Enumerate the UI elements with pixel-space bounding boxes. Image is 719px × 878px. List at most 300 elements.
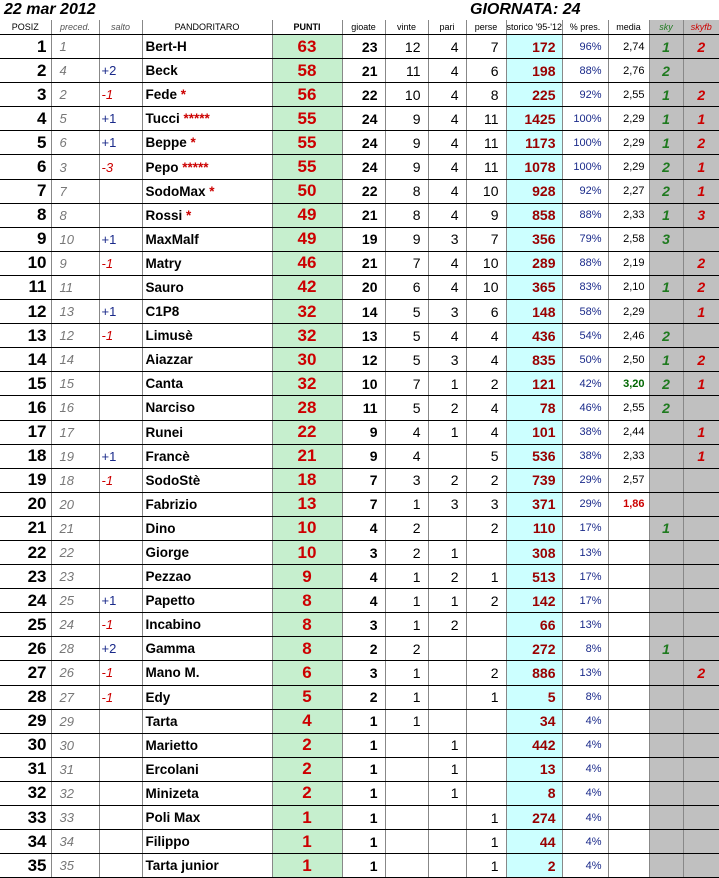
skyfb-cell: [683, 589, 719, 613]
sky-cell: 2: [649, 372, 683, 396]
presence-cell: 54%: [562, 324, 608, 348]
won-cell: 9: [385, 155, 428, 179]
sky-cell: 2: [649, 155, 683, 179]
table-row: [0, 59, 719, 83]
position-change-cell: [99, 348, 142, 372]
lost-cell: 1: [466, 685, 506, 709]
draw-cell: 3: [428, 348, 466, 372]
player-name-cell: [142, 300, 272, 324]
skyfb-cell: [683, 396, 719, 420]
points-cell: 30: [272, 348, 342, 372]
won-cell: [385, 806, 428, 830]
table-row: [0, 781, 719, 805]
average-cell: [608, 637, 649, 661]
lost-cell: [466, 757, 506, 781]
points-cell: 2: [272, 781, 342, 805]
presence-cell: 96%: [562, 35, 608, 59]
player-stars: *****: [182, 159, 209, 175]
points-cell: 10: [272, 516, 342, 540]
points-cell: 1: [272, 854, 342, 878]
skyfb-cell: 1: [683, 107, 719, 131]
sky-cell: 1: [649, 203, 683, 227]
skyfb-cell: [683, 59, 719, 83]
skyfb-cell: [683, 806, 719, 830]
history-cell: 44: [506, 830, 562, 854]
skyfb-cell: [683, 830, 719, 854]
presence-cell: 17%: [562, 565, 608, 589]
average-cell: 2,33: [608, 203, 649, 227]
position-change-cell: -1: [99, 468, 142, 492]
player-name: Incabino: [145, 617, 202, 633]
average-cell: [608, 613, 649, 637]
player-name-cell: [142, 781, 272, 805]
col-header-jump: salto: [99, 20, 142, 35]
skyfb-cell: 1: [683, 155, 719, 179]
position-change-cell: +1: [99, 300, 142, 324]
player-name-cell: [142, 685, 272, 709]
col-header-hist: storico '95-'12: [506, 20, 562, 35]
previous-position-cell: 34: [51, 830, 99, 854]
lost-cell: 10: [466, 275, 506, 299]
player-name: Matry: [145, 255, 182, 271]
sky-cell: [649, 661, 683, 685]
presence-cell: 17%: [562, 589, 608, 613]
draw-cell: 1: [428, 733, 466, 757]
lost-cell: 2: [466, 661, 506, 685]
points-cell: 5: [272, 685, 342, 709]
position-cell: 7: [0, 179, 51, 203]
sky-cell: 1: [649, 35, 683, 59]
presence-cell: 13%: [562, 540, 608, 564]
points-cell: 9: [272, 565, 342, 589]
position-change-cell: +1: [99, 444, 142, 468]
skyfb-cell: 1: [683, 300, 719, 324]
average-cell: [608, 589, 649, 613]
player-name: Aiazzar: [145, 352, 193, 368]
sky-cell: 2: [649, 59, 683, 83]
points-cell: 49: [272, 203, 342, 227]
player-name-cell: [142, 420, 272, 444]
position-change-cell: +2: [99, 59, 142, 83]
skyfb-cell: [683, 613, 719, 637]
position-cell: 29: [0, 709, 51, 733]
lost-cell: 8: [466, 83, 506, 107]
sky-cell: 2: [649, 396, 683, 420]
sky-cell: [649, 300, 683, 324]
presence-cell: 4%: [562, 709, 608, 733]
previous-position-cell: 27: [51, 685, 99, 709]
position-change-cell: [99, 806, 142, 830]
draw-cell: [428, 830, 466, 854]
position-cell: 21: [0, 516, 51, 540]
average-cell: 2,76: [608, 59, 649, 83]
history-cell: 13: [506, 757, 562, 781]
standings-table: [0, 20, 719, 878]
previous-position-cell: 17: [51, 420, 99, 444]
presence-cell: 4%: [562, 733, 608, 757]
lost-cell: [466, 613, 506, 637]
presence-cell: 46%: [562, 396, 608, 420]
player-name: MaxMalf: [145, 231, 199, 247]
lost-cell: 7: [466, 227, 506, 251]
draw-cell: [428, 685, 466, 709]
previous-position-cell: 22: [51, 540, 99, 564]
played-cell: 1: [342, 830, 385, 854]
won-cell: 6: [385, 275, 428, 299]
sky-cell: [649, 733, 683, 757]
sky-cell: [649, 757, 683, 781]
previous-position-cell: 15: [51, 372, 99, 396]
previous-position-cell: 14: [51, 348, 99, 372]
position-cell: 18: [0, 444, 51, 468]
sky-cell: [649, 420, 683, 444]
col-header-pos: POSIZ: [0, 20, 51, 35]
lost-cell: [466, 540, 506, 564]
won-cell: 1: [385, 492, 428, 516]
history-cell: 172: [506, 35, 562, 59]
position-cell: 20: [0, 492, 51, 516]
previous-position-cell: 11: [51, 275, 99, 299]
table-row: [0, 685, 719, 709]
average-cell: 2,29: [608, 107, 649, 131]
draw-cell: 3: [428, 300, 466, 324]
draw-cell: [428, 637, 466, 661]
points-cell: 50: [272, 179, 342, 203]
lost-cell: [466, 781, 506, 805]
won-cell: 1: [385, 661, 428, 685]
player-name: C1P8: [145, 304, 180, 320]
sky-cell: [649, 806, 683, 830]
position-cell: 34: [0, 830, 51, 854]
history-cell: 121: [506, 372, 562, 396]
previous-position-cell: 23: [51, 565, 99, 589]
table-row: [0, 300, 719, 324]
table-row: [0, 275, 719, 299]
player-name-cell: [142, 107, 272, 131]
draw-cell: 2: [428, 613, 466, 637]
history-cell: 739: [506, 468, 562, 492]
skyfb-cell: [683, 565, 719, 589]
average-cell: [608, 830, 649, 854]
position-cell: 1: [0, 35, 51, 59]
sky-cell: [649, 492, 683, 516]
previous-position-cell: 29: [51, 709, 99, 733]
draw-cell: 4: [428, 59, 466, 83]
draw-cell: [428, 661, 466, 685]
player-name-cell: [142, 396, 272, 420]
sky-cell: [649, 613, 683, 637]
history-cell: 1173: [506, 131, 562, 155]
draw-cell: 1: [428, 540, 466, 564]
table-row: [0, 516, 719, 540]
average-cell: 2,29: [608, 300, 649, 324]
presence-cell: 88%: [562, 251, 608, 275]
lost-cell: 2: [466, 516, 506, 540]
won-cell: 5: [385, 348, 428, 372]
sky-cell: 1: [649, 516, 683, 540]
previous-position-cell: 16: [51, 396, 99, 420]
skyfb-cell: [683, 854, 719, 878]
played-cell: 1: [342, 733, 385, 757]
average-cell: 2,50: [608, 348, 649, 372]
previous-position-cell: 31: [51, 757, 99, 781]
previous-position-cell: 21: [51, 516, 99, 540]
table-row: [0, 444, 719, 468]
draw-cell: 4: [428, 179, 466, 203]
sky-cell: [649, 540, 683, 564]
draw-cell: 2: [428, 396, 466, 420]
won-cell: 1: [385, 685, 428, 709]
points-cell: 2: [272, 733, 342, 757]
draw-cell: 4: [428, 275, 466, 299]
average-cell: [608, 709, 649, 733]
won-cell: [385, 781, 428, 805]
player-name: Dino: [145, 520, 176, 536]
player-name: Papetto: [145, 593, 196, 609]
draw-cell: 1: [428, 372, 466, 396]
points-cell: 13: [272, 492, 342, 516]
presence-cell: 4%: [562, 830, 608, 854]
player-name: Bert-H: [145, 39, 187, 55]
skyfb-cell: [683, 709, 719, 733]
position-change-cell: [99, 565, 142, 589]
position-cell: 27: [0, 661, 51, 685]
table-row: [0, 709, 719, 733]
table-row: [0, 565, 719, 589]
table-row: [0, 324, 719, 348]
skyfb-cell: [683, 516, 719, 540]
played-cell: 9: [342, 420, 385, 444]
history-cell: 513: [506, 565, 562, 589]
draw-cell: 3: [428, 492, 466, 516]
table-row: [0, 806, 719, 830]
sky-cell: 1: [649, 348, 683, 372]
average-cell: [608, 781, 649, 805]
position-cell: 31: [0, 757, 51, 781]
skyfb-cell: 1: [683, 372, 719, 396]
average-cell: [608, 516, 649, 540]
position-change-cell: [99, 372, 142, 396]
skyfb-cell: [683, 540, 719, 564]
played-cell: 20: [342, 275, 385, 299]
played-cell: 13: [342, 324, 385, 348]
position-cell: 33: [0, 806, 51, 830]
player-name-cell: [142, 709, 272, 733]
col-header-sky: sky: [649, 20, 683, 35]
lost-cell: 11: [466, 131, 506, 155]
previous-position-cell: 18: [51, 468, 99, 492]
draw-cell: 2: [428, 468, 466, 492]
previous-position-cell: 24: [51, 613, 99, 637]
history-cell: 308: [506, 540, 562, 564]
player-name-cell: [142, 35, 272, 59]
points-cell: 55: [272, 107, 342, 131]
col-header-won: vinte: [385, 20, 428, 35]
position-cell: 10: [0, 251, 51, 275]
won-cell: 5: [385, 300, 428, 324]
previous-position-cell: 25: [51, 589, 99, 613]
played-cell: 22: [342, 83, 385, 107]
points-cell: 42: [272, 275, 342, 299]
history-cell: 8: [506, 781, 562, 805]
player-name-cell: [142, 565, 272, 589]
previous-position-cell: 9: [51, 251, 99, 275]
played-cell: 1: [342, 757, 385, 781]
draw-cell: 4: [428, 35, 466, 59]
previous-position-cell: 19: [51, 444, 99, 468]
draw-cell: [428, 444, 466, 468]
player-stars: *: [209, 183, 215, 199]
points-cell: 18: [272, 468, 342, 492]
position-change-cell: +1: [99, 227, 142, 251]
won-cell: 12: [385, 35, 428, 59]
player-name-cell: [142, 589, 272, 613]
table-row: [0, 155, 719, 179]
position-cell: 4: [0, 107, 51, 131]
won-cell: 1: [385, 613, 428, 637]
presence-cell: 29%: [562, 468, 608, 492]
position-cell: 11: [0, 275, 51, 299]
table-row: [0, 420, 719, 444]
player-name: Fabrizio: [145, 496, 198, 512]
player-name-cell: [142, 155, 272, 179]
history-cell: 1425: [506, 107, 562, 131]
table-row: [0, 396, 719, 420]
position-change-cell: [99, 540, 142, 564]
position-change-cell: [99, 420, 142, 444]
column-header-row: [0, 20, 719, 35]
average-cell: [608, 854, 649, 878]
draw-cell: [428, 516, 466, 540]
draw-cell: 4: [428, 131, 466, 155]
previous-position-cell: 1: [51, 35, 99, 59]
skyfb-cell: [683, 492, 719, 516]
player-name-cell: [142, 324, 272, 348]
presence-cell: 42%: [562, 372, 608, 396]
skyfb-cell: 3: [683, 203, 719, 227]
won-cell: 1: [385, 589, 428, 613]
position-change-cell: -1: [99, 83, 142, 107]
player-name-cell: [142, 492, 272, 516]
skyfb-cell: 2: [683, 83, 719, 107]
lost-cell: 4: [466, 348, 506, 372]
sky-cell: [649, 444, 683, 468]
position-change-cell: [99, 492, 142, 516]
skyfb-cell: [683, 637, 719, 661]
position-change-cell: [99, 757, 142, 781]
player-name: Ercolani: [145, 761, 199, 777]
presence-cell: 38%: [562, 420, 608, 444]
history-cell: 34: [506, 709, 562, 733]
player-name: Sauro: [145, 279, 184, 295]
position-change-cell: +2: [99, 637, 142, 661]
presence-cell: 4%: [562, 757, 608, 781]
average-cell: 2,44: [608, 420, 649, 444]
history-cell: 198: [506, 59, 562, 83]
history-cell: 78: [506, 396, 562, 420]
presence-cell: 92%: [562, 179, 608, 203]
player-name-cell: [142, 661, 272, 685]
position-cell: 17: [0, 420, 51, 444]
presence-cell: 29%: [562, 492, 608, 516]
won-cell: [385, 854, 428, 878]
sky-cell: [649, 709, 683, 733]
points-cell: 1: [272, 830, 342, 854]
previous-position-cell: 26: [51, 661, 99, 685]
average-cell: 2,58: [608, 227, 649, 251]
history-cell: 371: [506, 492, 562, 516]
points-cell: 8: [272, 613, 342, 637]
lost-cell: 2: [466, 589, 506, 613]
average-cell: 2,46: [608, 324, 649, 348]
lost-cell: 6: [466, 59, 506, 83]
table-row: [0, 83, 719, 107]
position-change-cell: [99, 733, 142, 757]
skyfb-cell: [683, 685, 719, 709]
points-cell: 8: [272, 637, 342, 661]
played-cell: 14: [342, 300, 385, 324]
player-name: SodoMax: [145, 183, 206, 199]
sky-cell: [649, 589, 683, 613]
skyfb-cell: 2: [683, 661, 719, 685]
position-change-cell: [99, 516, 142, 540]
presence-cell: 83%: [562, 275, 608, 299]
presence-cell: 13%: [562, 613, 608, 637]
position-cell: 13: [0, 324, 51, 348]
played-cell: 21: [342, 251, 385, 275]
sky-cell: 1: [649, 83, 683, 107]
history-cell: 886: [506, 661, 562, 685]
points-cell: 32: [272, 372, 342, 396]
points-cell: 55: [272, 131, 342, 155]
table-row: [0, 35, 719, 59]
played-cell: 9: [342, 444, 385, 468]
position-cell: 14: [0, 348, 51, 372]
points-cell: 32: [272, 324, 342, 348]
position-cell: 23: [0, 565, 51, 589]
draw-cell: [428, 806, 466, 830]
won-cell: 8: [385, 203, 428, 227]
lost-cell: [466, 637, 506, 661]
player-name: Francè: [145, 448, 190, 464]
history-cell: 289: [506, 251, 562, 275]
played-cell: 24: [342, 155, 385, 179]
sky-cell: [649, 468, 683, 492]
average-cell: 2,55: [608, 83, 649, 107]
presence-cell: 50%: [562, 348, 608, 372]
played-cell: 19: [342, 227, 385, 251]
presence-cell: 38%: [562, 444, 608, 468]
played-cell: 4: [342, 565, 385, 589]
played-cell: 1: [342, 781, 385, 805]
presence-cell: 4%: [562, 806, 608, 830]
played-cell: 23: [342, 35, 385, 59]
history-cell: 365: [506, 275, 562, 299]
position-change-cell: [99, 275, 142, 299]
history-cell: 272: [506, 637, 562, 661]
col-header-prev: preced.: [51, 20, 99, 35]
previous-position-cell: 5: [51, 107, 99, 131]
player-name: Rossi: [145, 207, 183, 223]
player-name: Narciso: [145, 400, 196, 416]
player-stars: *: [190, 135, 196, 151]
lost-cell: 4: [466, 420, 506, 444]
player-name: Pezzao: [145, 569, 192, 585]
average-cell: 2,33: [608, 444, 649, 468]
points-cell: 4: [272, 709, 342, 733]
table-row: [0, 757, 719, 781]
previous-position-cell: 3: [51, 155, 99, 179]
